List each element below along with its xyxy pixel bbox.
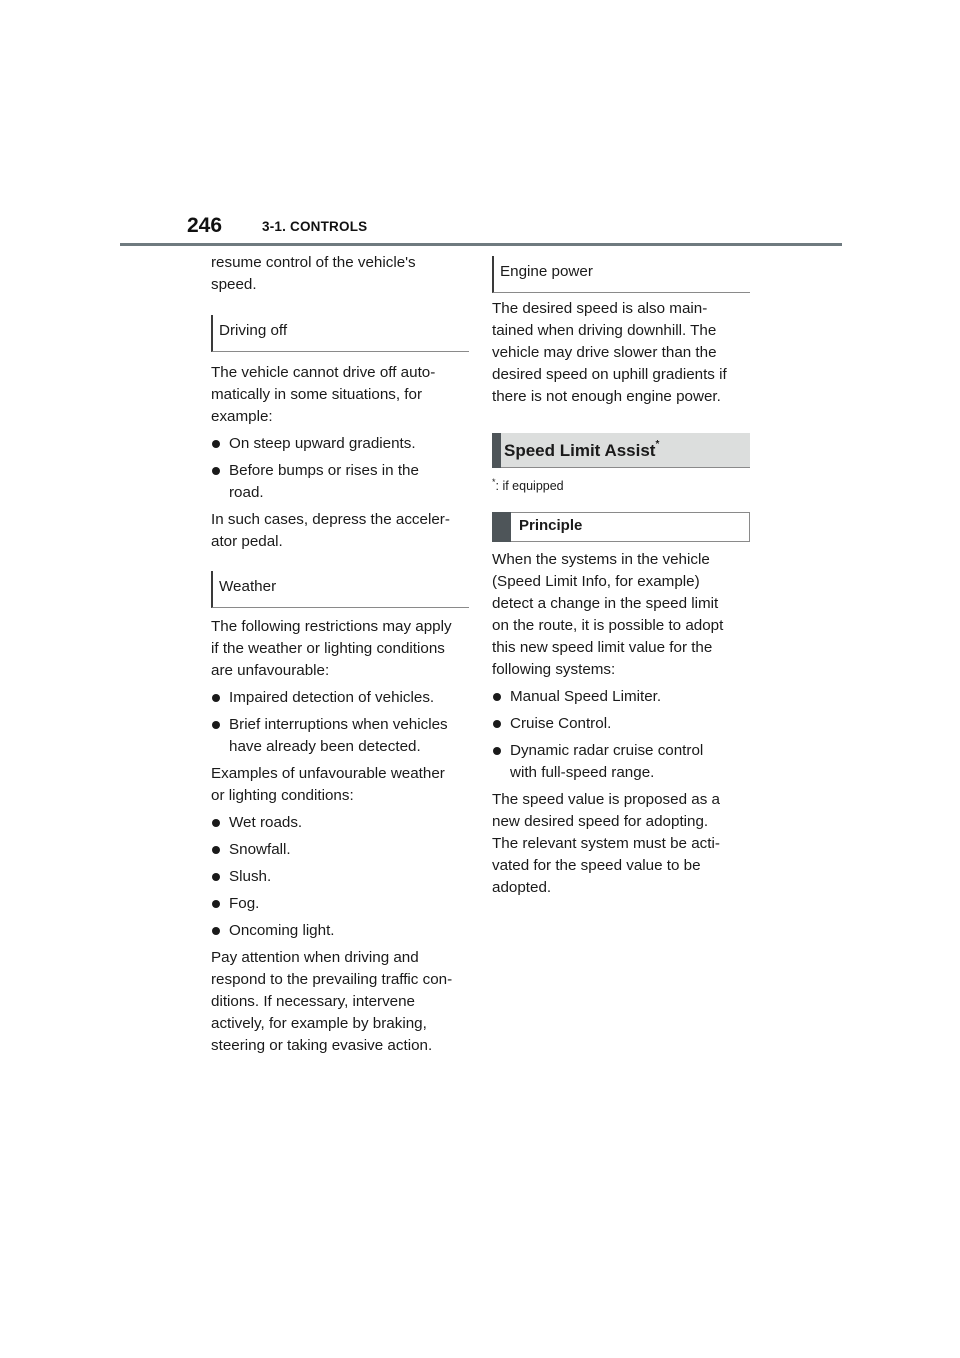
bullet-icon — [212, 846, 220, 854]
weather-heading: Weather — [211, 571, 469, 608]
principle-closing-paragraph: The speed value is proposed as a new desired speed for adopting. The relevant system must be acti- vated for the speed value to be adopted. — [492, 791, 720, 897]
driving-off-note: In such cases, depress the acceler- ator pedal. — [211, 511, 450, 550]
header-divider — [120, 243, 842, 246]
intro-paragraph: resume control of the vehicle's speed. — [211, 254, 416, 293]
bullet-icon — [493, 693, 501, 701]
list-item: Manual Speed Limiter. — [492, 686, 750, 708]
bullet-icon — [212, 927, 220, 935]
weather-paragraph: The following restrictions may apply if the weather or lighting conditions are unfavourable: — [211, 618, 452, 679]
list-item: Wet roads. — [211, 812, 469, 834]
left-column — [211, 252, 469, 1057]
list-item: Brief interruptions when vehicles have already been detected. — [211, 714, 469, 758]
bullet-icon — [212, 440, 220, 448]
bullet-icon — [212, 721, 220, 729]
speed-limit-assist-heading: Speed Limit Assist* — [492, 433, 750, 468]
section-title: 3-1. CONTROLS — [262, 219, 368, 234]
driving-off-paragraph: The vehicle cannot drive off auto- matically in some situations, for example: — [211, 364, 436, 425]
principle-bullet-list — [492, 686, 750, 784]
heading-accent-bar — [492, 433, 501, 468]
list-item: Snowfall. — [211, 839, 469, 861]
weather-examples-list — [211, 812, 469, 942]
driving-off-bullet-list — [211, 433, 469, 504]
list-item: On steep upward gradients. — [211, 433, 469, 455]
bullet-icon — [212, 900, 220, 908]
list-item: Dynamic radar cruise control with full-speed range. — [492, 740, 750, 784]
bullet-icon — [212, 819, 220, 827]
bullet-icon — [493, 747, 501, 755]
weather-examples-intro: Examples of unfavourable weather or lighting conditions: — [211, 765, 445, 804]
driving-off-heading: Driving off — [211, 315, 469, 352]
list-item: Fog. — [211, 893, 469, 915]
bullet-icon — [212, 467, 220, 475]
list-item: Oncoming light. — [211, 920, 469, 942]
bullet-icon — [212, 694, 220, 702]
bullet-icon — [212, 873, 220, 881]
weather-bullet-list — [211, 687, 469, 758]
page-number: 246 — [187, 214, 223, 237]
principle-paragraph: When the systems in the vehicle (Speed Limit Info, for example) detect a change in the speed limit on the route, it is possible to adopt this new speed limit value for the following systems: — [492, 551, 724, 679]
heading-accent-bar — [492, 512, 511, 542]
engine-power-heading: Engine power — [492, 256, 750, 293]
principle-heading: Principle — [492, 512, 750, 542]
bullet-icon — [493, 720, 501, 728]
list-item: Cruise Control. — [492, 713, 750, 735]
list-item: Before bumps or rises in the road. — [211, 460, 469, 504]
equipment-footnote: *: if equipped — [492, 477, 564, 494]
right-column — [492, 256, 750, 899]
list-item: Impaired detection of vehicles. — [211, 687, 469, 709]
engine-power-paragraph: The desired speed is also main- tained when driving downhill. The vehicle may drive slower than the desired speed on uphill gradients if there is not enough engine power. — [492, 300, 727, 405]
list-item: Slush. — [211, 866, 469, 888]
weather-closing-paragraph: Pay attention when driving and respond to the prevailing traffic con- ditions. If necessary, intervene actively, for example by braking, steering or taking evasive action. — [211, 949, 453, 1054]
